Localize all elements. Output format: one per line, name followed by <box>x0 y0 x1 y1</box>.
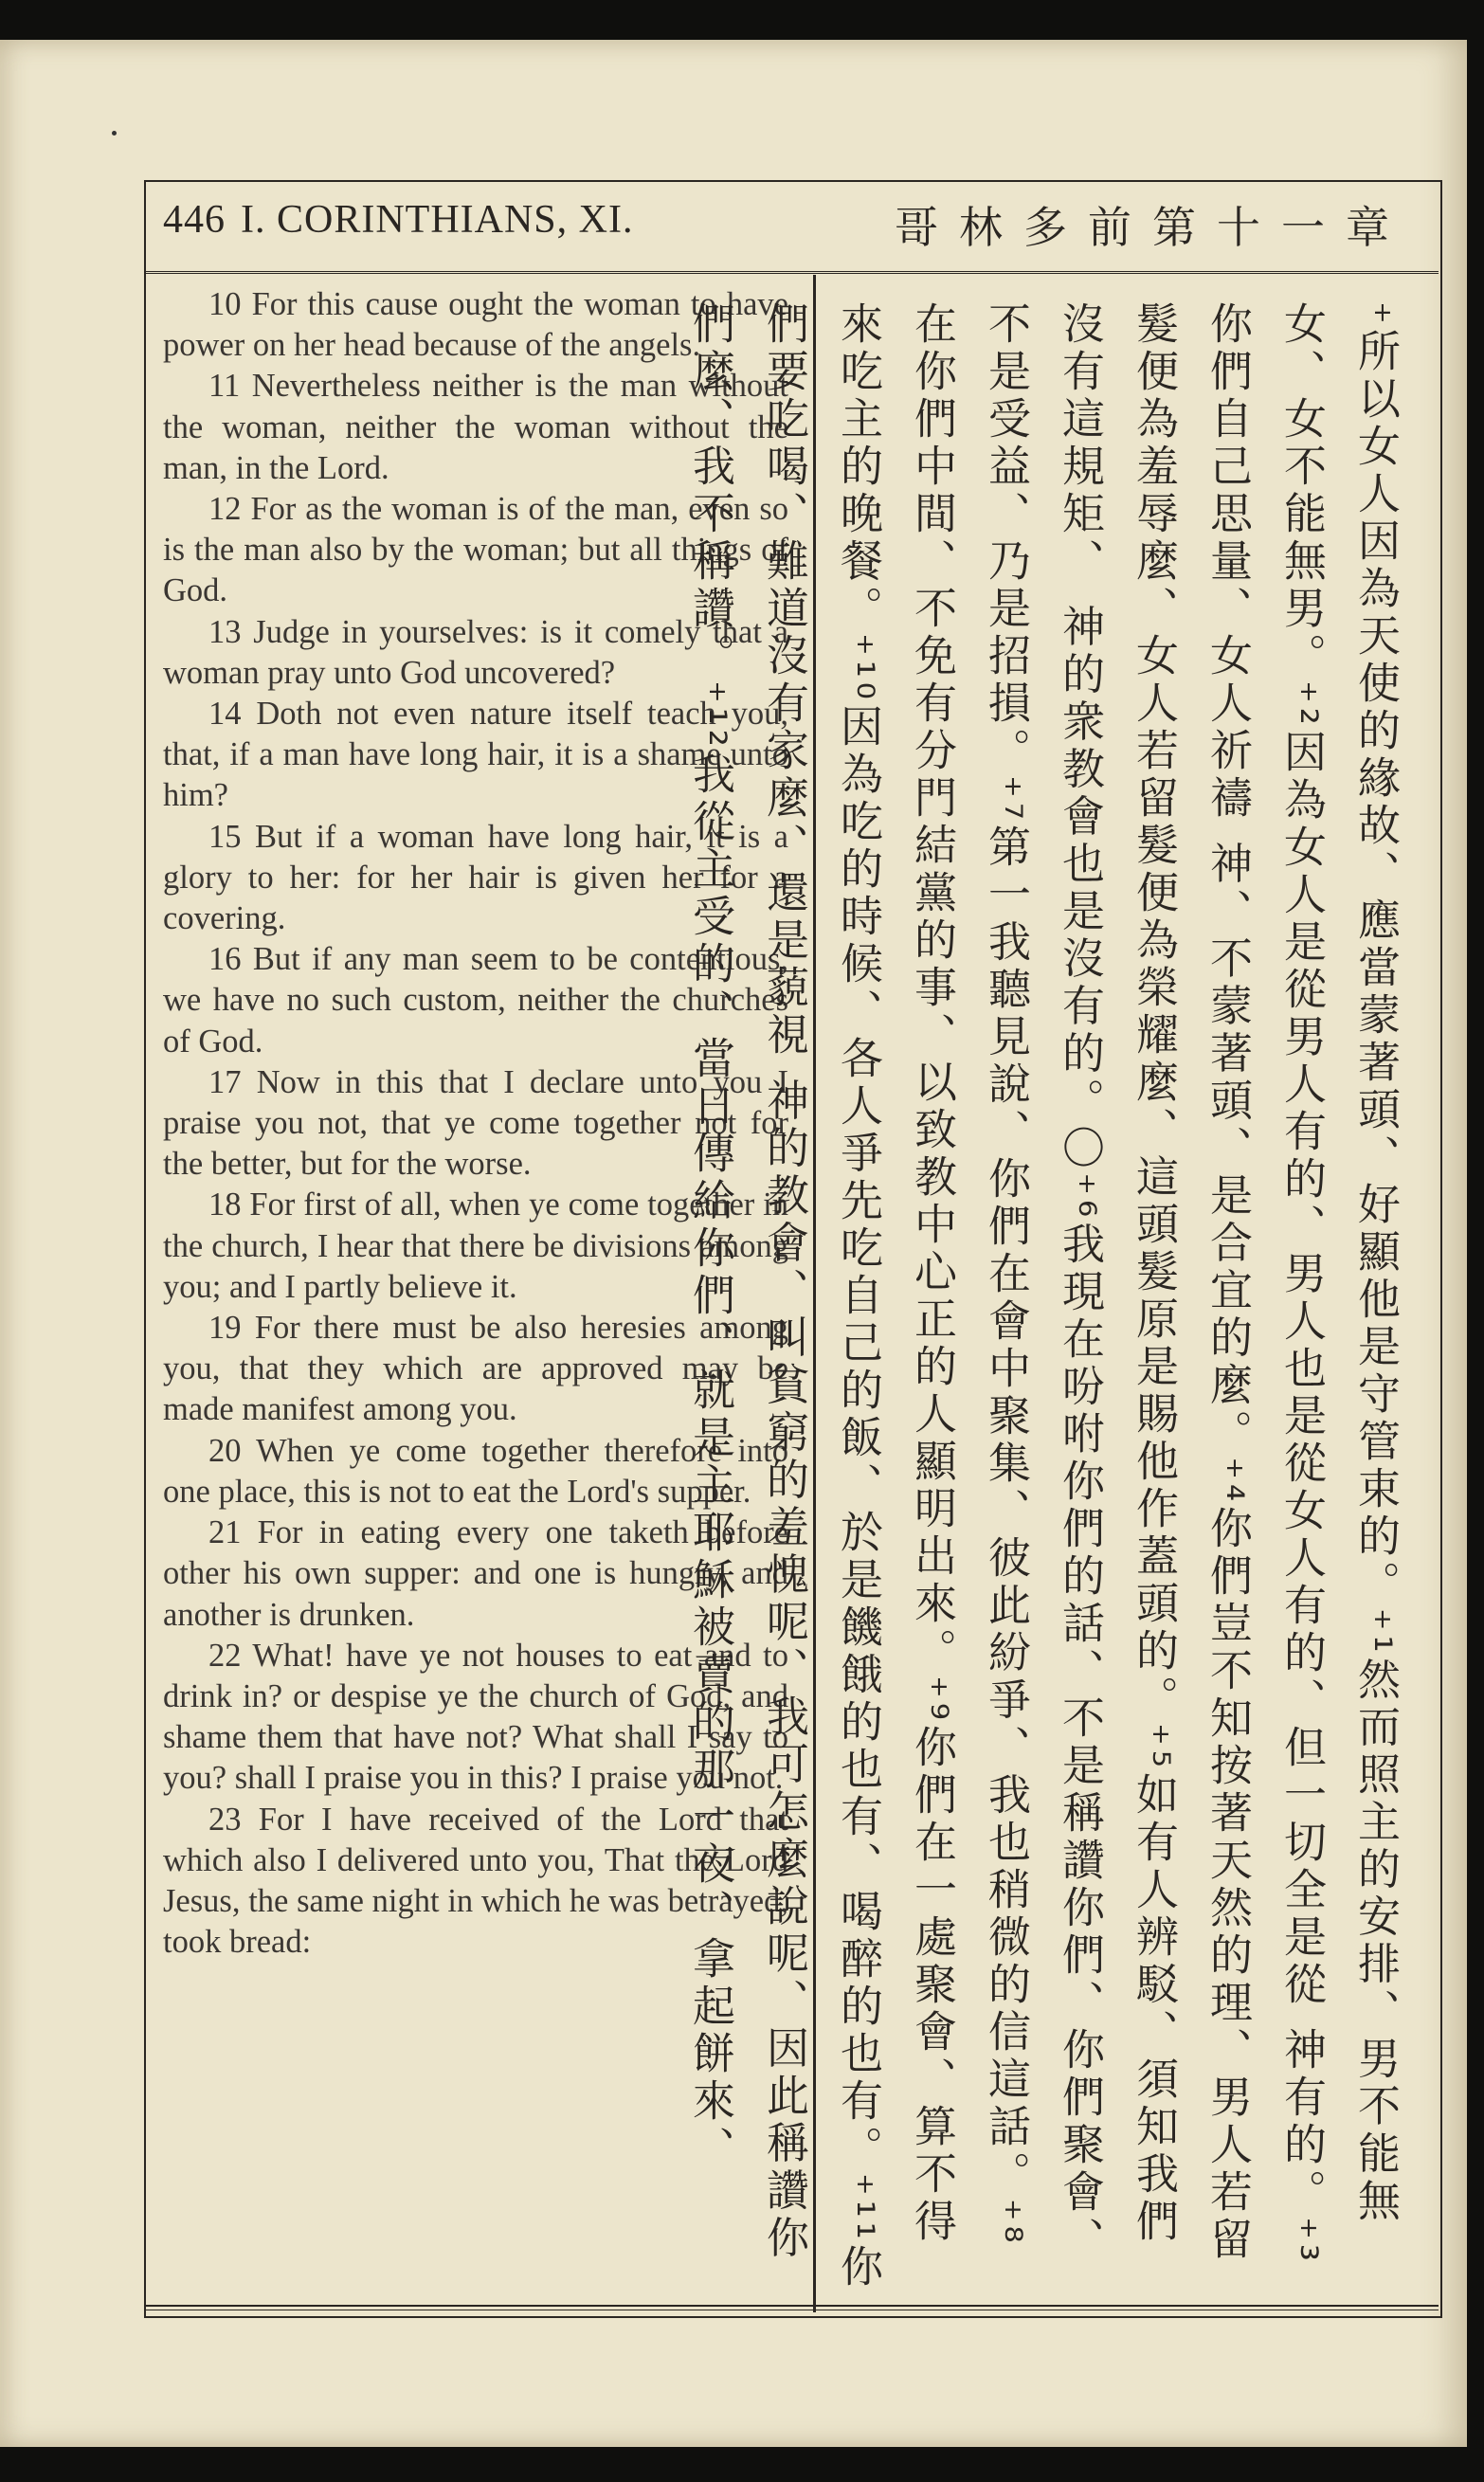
verse-14: 14 Doth not even nature itself teach you, that, if a man have long hair, it is a shame unto him? <box>163 696 788 814</box>
verse-11: 11 Nevertheless neither is the man without the woman, neither the woman without the man, in the Lord. <box>163 368 788 486</box>
verse-19: 19 For there must be also heresies among you, that they which are approved may be made manifest among you. <box>163 1310 788 1428</box>
verse-17: 17 Now in this that I declare unto you I praise you not, that ye come together not for the better, but for the worse. <box>163 1063 788 1183</box>
verse-23: 23 For I have received of the Lord that which also I delivered unto you, That the Lord Jesus, the same night in which he was betrayed, took bread: <box>163 1801 788 1961</box>
verse-18: 18 For first of all, when ye come together in the church, I hear that there be divisions among you; and I partly believe it. <box>163 1187 788 1305</box>
running-header <box>144 180 1439 274</box>
chinese-title: 哥林多前第十一章 <box>895 202 1410 253</box>
verse-10: 10 For this cause ought the woman to have power on her head because of the angels. <box>163 286 788 364</box>
verse-21: 21 For in eating every one taketh before other his own supper: and one is hungry, and another is drunken. <box>163 1514 788 1633</box>
bottom-rule <box>144 2305 1439 2310</box>
english-title: I. CORINTHIANS, XI. <box>241 198 634 242</box>
verse-12: 12 For as the woman is of the man, even so is the man also by the woman; but all things of God. <box>163 491 788 609</box>
chinese-column: ⁺所以女人因為天使的緣故、應當蒙著頭、好顯他是守管束的。⁺¹然而照主的安排、男不能無女、女不能無男。⁺²因為女人是從男人有的、男人也是從女人有的、但一切全是從 神有的。⁺³你們自己思量、女人祈禱 神、不蒙著頭、是合宜的麼。⁺⁴你們豈不知按著天然的理、男人若留髮便為羞辱麼、女人若留髮便為榮耀麼、這頭髮原是賜他作蓋頭的。⁺⁵如有人辨駁、須知我們沒有這規矩、 神的衆教會也是沒有的。〇⁺⁶我現在吩咐你們的話、不是稱讚你們、你們聚會、不是受益、乃是招損。⁺⁷第一我聽見說、你們在會中聚集、彼此紛爭、我也稍微的信這話。⁺⁸在你們中間、不免有分門結黨的事、以致教中心正的人顯明出來。⁺⁹你們在一處聚會、算不得來吃主的晚餐。⁺¹⁰因為吃的時候、各人爭先吃自己的飯、於是饑餓的也有、喝醉的也有。⁺¹¹你們要吃喝、難道沒有家麼、還是藐視 神的教會、叫貧窮的羞愧呢、我可怎麼說呢、因此稱讚你們麼、我不稱讚。⁺¹²我從主受的、當日傳給你們、就是主耶穌被賣的那一夜、拿起餅來、 <box>685 301 1401 2292</box>
verse-20: 20 When ye come together therefore into one place, this is not to eat the Lord's supper. <box>163 1432 788 1510</box>
dust-speck <box>112 131 117 136</box>
page-number: 446 <box>163 198 226 242</box>
header-english <box>163 197 633 243</box>
verse-22: 22 What! have ye not houses to eat and to drink in? or despise ye the church of God, and shame them that have not? What shall I say to you? shall I praise you in this? I praise you not. <box>163 1637 788 1797</box>
verse-16: 16 But if any man seem to be contentious, we have no such custom, neither the churches of God. <box>163 941 788 1060</box>
verse-13: 13 Judge in yourselves: is it comely that a woman pray unto God uncovered? <box>163 613 788 691</box>
verse-15: 15 But if a woman have long hair, it is a glory to her: for her hair is given her for a covering. <box>163 818 788 937</box>
